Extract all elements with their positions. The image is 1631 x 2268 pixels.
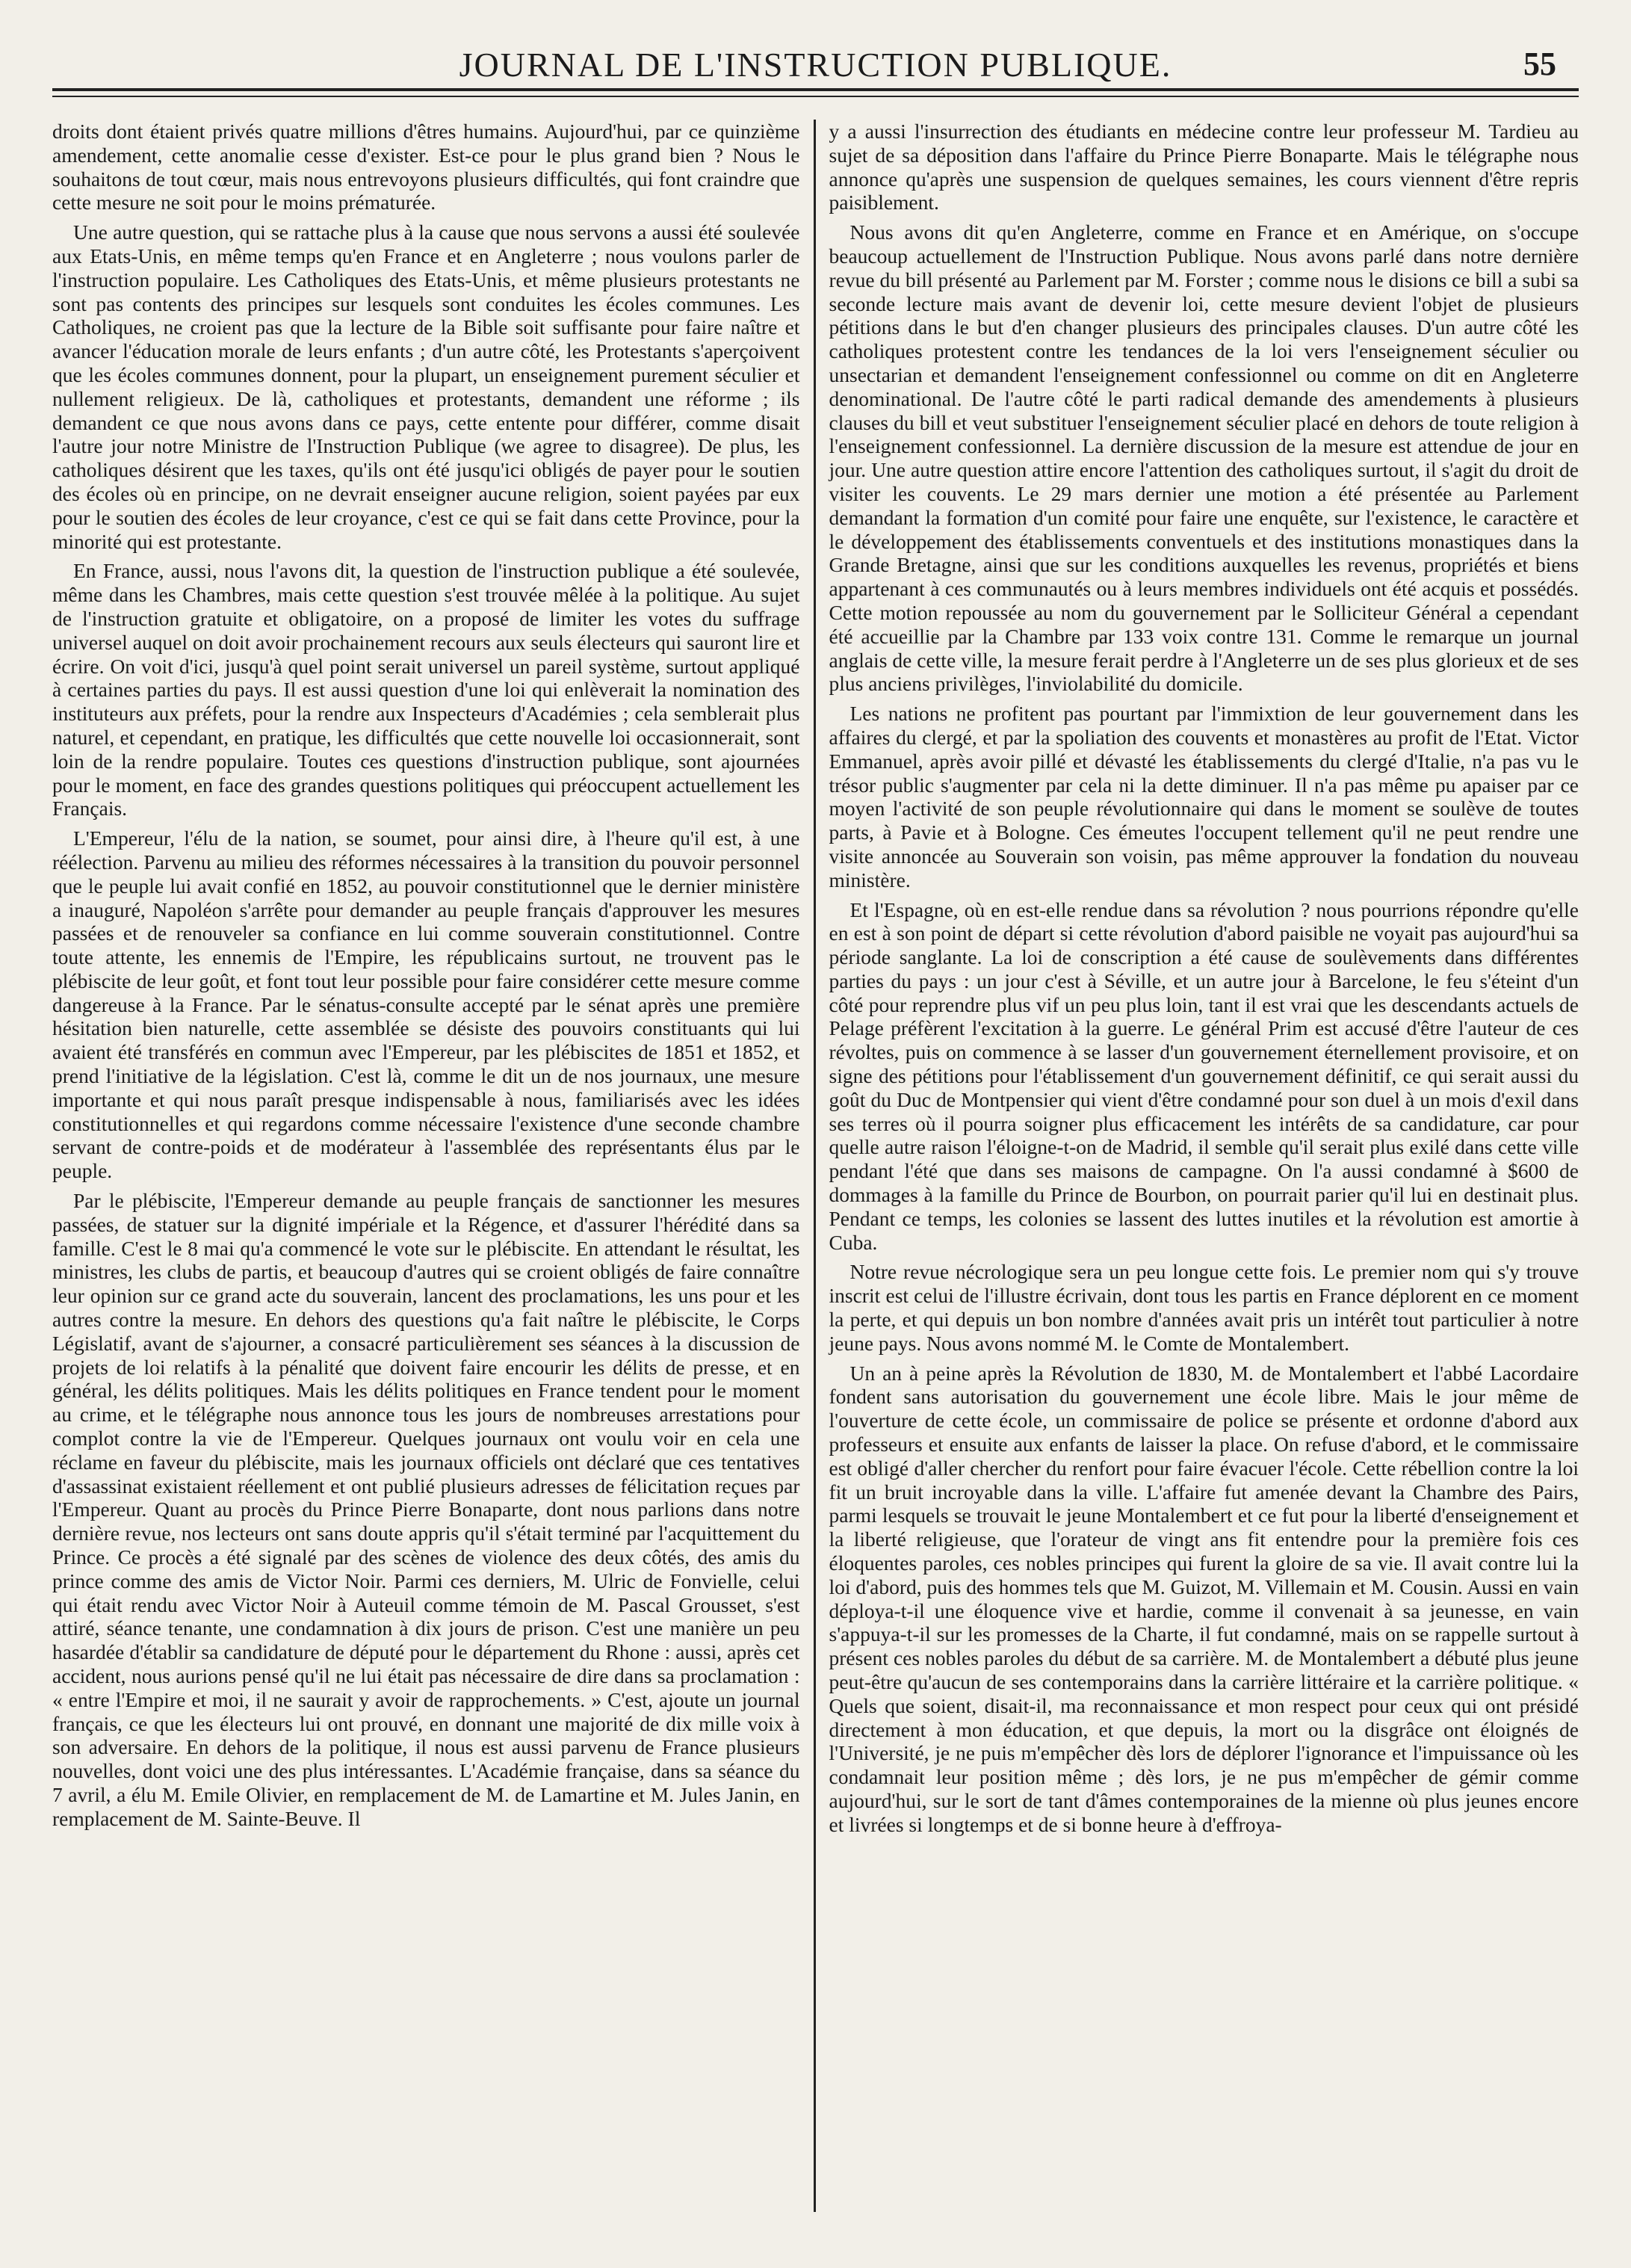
left-column — [52, 120, 816, 2212]
paragraph: droits dont étaient privés quatre millions d'êtres humains. Aujourd'hui, par ce quinzième amendement, cette anomalie cesse d'exister. Est-ce pour le plus grand bien ? Nous le souhaitons de tout cœur, mais nous entrevoyons plusieurs difficultés, qui font craindre que cette mesure ne soit pour le moins prématurée. — [52, 120, 800, 214]
paragraph: En France, aussi, nous l'avons dit, la question de l'instruction publique a été soulevée, même dans les Chambres, mais cette question s'est trouvée mêlée à la politique. Au sujet de l'instruction gratuite et obligatoire, on a proposé de limiter les votes du suffrage universel auquel on doit avoir prochainement recours aux seuls électeurs qui sauront lire et écrire. On voit d'ici, jusqu'à quel point serait universel un pareil système, surtout appliqué à certaines parties du pays. Il est aussi question d'une loi qui enlèverait la nomination des instituteurs aux préfets, pour la rendre aux Inspecteurs d'Académies ; cela semblerait plus naturel, et cependant, en pratique, les difficultés que cette nouvelle loi occasionnerait, sont loin de la rendre populaire. Toutes ces questions d'instruction publique, sont ajournées pour le moment, en face des grandes questions politiques qui préoccupent actuellement les Français. — [52, 559, 800, 821]
running-title: JOURNAL DE L'INSTRUCTION PUBLIQUE. — [459, 46, 1172, 84]
page-header — [52, 0, 1579, 82]
paragraph: Une autre question, qui se rattache plus à la cause que nous servons a aussi été soulevée aux Etats-Unis, en même temps qu'en France et en Angleterre ; nous voulons parler de l'instruction populaire. Les Catholiques des Etats-Unis, et même plusieurs protestants ne sont pas contents des principes sur lesquels sont conduites les écoles communes. Les Catholiques, ne croient pas que la lecture de la Bible soit suffisante pour faire naître et avancer l'éducation morale de leurs enfants ; d'un autre côté, les Protestants s'aperçoivent que les écoles communes donnent, pour la plupart, un enseignement purement séculier et nullement religieux. De là, catholiques et protestants, demandent une réforme ; ils demandent ce que nous avons dans ce pays, cette entente pour différer, comme disait l'autre jour notre Ministre de l'Instruction Publique (we agree to disagree). De plus, les catholiques désirent que les taxes, qu'ils ont été jusqu'ici obligés de payer pour le soutien des écoles où en principe, on ne devrait enseigner aucune religion, soient payées par eux pour le soutien des écoles de leur croyance, c'est ce qui se fait dans cette Province, pour la minorité qui est protestante. — [52, 220, 800, 553]
page-number: 55 — [1523, 46, 1556, 82]
paragraph: y a aussi l'insurrection des étudiants en médecine contre leur professeur M. Tardieu au sujet de sa déposition dans l'affaire du Prince Pierre Bonaparte. Mais le télégraphe nous annonce qu'après une suspension de quelques semaines, les cours viennent d'être repris paisiblement. — [829, 120, 1579, 214]
paragraph: Et l'Espagne, où en est-elle rendue dans sa révolution ? nous pourrions répondre qu'elle en est à son point de départ si cette révolution d'abord paisible ne voyait pas aujourd'hui sa période sanglante. La loi de conscription a été cause de soulèvements dans différentes parties du pays : un jour c'est à Séville, et un autre jour à Barcelone, le feu s'éteint d'un côté pour reprendre plus vif un peu plus loin, tant il est vrai que les descendants actuels de Pelage préfèrent l'excitation à la guerre. Le général Prim est accusé d'être l'auteur de ces révoltes, puis on commence à se lasser d'un gouvernement éternellement provisoire, et on signe des pétitions pour l'établissement d'un gouvernement définitif, ce qui serait aussi du goût du Duc de Montpensier qui vient d'être condamné pour son duel à un mois d'exil dans ses terres où il pourra soigner plus efficacement les intérêts de sa candidature, car pour quelle autre raison l'éloigne-t-on de Madrid, il semble qu'il serait plus exilé dans cette ville pendant l'été que dans ses maisons de campagne. On l'a aussi condamné à $600 de dommages à la famille du Prince de Bourbon, on pourrait parier qu'il lui en destinait plus. Pendant ce temps, les colonies se lassent des luttes inutiles et la révolution est amortie à Cuba. — [829, 897, 1579, 1254]
paragraph: Notre revue nécrologique sera un peu longue cette fois. Le premier nom qui s'y trouve inscrit est celui de l'illustre écrivain, dont tous les partis en France déplorent en ce moment la perte, et qui depuis un bon nombre d'années avait pris un intérêt tout particulier à notre jeune pays. Nous avons nommé M. le Comte de Montalembert. — [829, 1260, 1579, 1355]
paragraph: Nous avons dit qu'en Angleterre, comme en France et en Amérique, on s'occupe beaucoup actuellement de l'Instruction Publique. Nous avons parlé dans notre dernière revue du bill présenté au Parlement par M. Forster ; comme nous le disions ce bill a subi sa seconde lecture mais avant de devenir loi, cette mesure devient l'objet de plusieurs pétitions dans le but d'en changer plusieurs des principales clauses. D'un autre côté les catholiques protestent contre les tendances de la loi vers l'enseignement séculier ou unsectarian et demandent l'enseignement confessionnel ou comme on dit en Angleterre denominational. De l'autre côté le parti radical demande des amendements à plusieurs clauses du bill et veut substituer l'enseignement séculier placé en dehors de toute religion à l'enseignement confessionnel. La dernière discussion de la mesure est attendue de jour en jour. Une autre question attire encore l'attention des catholiques surtout, il s'agit du droit de visiter les couvents. Le 29 mars dernier une motion a été présentée au Parlement demandant la formation d'un comité pour faire une enquête, sur l'existence, le caractère et le développement des établissements conventuels et des institutions monastiques dans la Grande Bretagne, ainsi que sur les conditions auxquelles les revenus, propriétés et biens appartenant à ces communautés ou à leurs membres individuels ont été acquis et possédés. Cette motion repoussée au nom du gouvernement par le Solliciteur Général a cependant été accueillie par la Chambre par 133 voix contre 131. Comme le remarque un journal anglais de cette ville, la mesure ferait perdre à l'Angleterre un de ses plus glorieux et de ses plus anciens privilèges, l'inviolabilité du domicile. — [829, 220, 1579, 696]
header-rule-thin — [52, 96, 1579, 97]
right-column — [816, 120, 1579, 2212]
paragraph: Un an à peine après la Révolution de 1830, M. de Montalembert et l'abbé Lacordaire fondent sans autorisation du gouvernement une école libre. Mais le jour même de l'ouverture de cette école, un commissaire de police se présente et ordonne d'abord aux professeurs et ensuite aux enfants de laisser la place. On refuse d'abord, et le commissaire est obligé d'aller chercher du renfort pour faire évacuer l'école. Cette rébellion contre la loi fit un bruit incroyable dans la ville. L'affaire fut amenée devant la Chambre des Pairs, parmi lesquels se trouvait le jeune Montalembert et ce fut pour la liberté d'enseignement et la liberté religieuse, que l'orateur de vingt ans fit entendre pour la première fois ces éloquentes paroles, ces nobles principes qui furent la gloire de sa vie. Il avait contre lui la loi d'abord, puis des hommes tels que M. Guizot, M. Villemain et M. Cousin. Aussi en vain déploya-t-il une éloquence vive et hardie, comme il convenait à sa jeunesse, en vain s'appuya-t-il sur les promesses de la Charte, il fut condamné, mais on se rappelle surtout à présent ces nobles paroles du début de sa carrière. M. de Montalembert a débuté plus jeune peut-être qu'aucun de ses contemporains dans la carrière littéraire et la carrière politique. « Quels que soient, disait-il, ma reconnaissance et mon respect pour ceux qui ont présidé directement à mon éducation, et que depuis, la mort ou la disgrâce ont éloignés de l'Université, je ne puis m'empêcher dès lors de déplorer l'ignorance et l'impuissance où les condamnait leur position même ; dès lors, je ne pus m'empêcher de gémir comme aujourd'hui, sur le sort de tant d'âmes contemporaines de la mienne où plus jeunes encore et livrées si longtemps et de si bonne heure à d'effroya- — [829, 1361, 1579, 1836]
paragraph: Les nations ne profitent pas pourtant par l'immixtion de leur gouvernement dans les affaires du clergé, et par la spoliation des couvents et monastères au profit de l'Etat. Victor Emmanuel, après avoir pillé et dévasté les établissements du clergé d'Italie, n'a pas vu le trésor public s'augmenter par cela ni la dette diminuer. Il n'a pas même pu apaiser par ce moyen l'activité de son peuple révolutionnaire qui dans le moment se soulève de toutes parts, à Pavie et à Bologne. Ces émeutes l'occupent tellement qu'il ne peut rendre une visite annoncée au Souverain son voisin, pas même approuver la fondation du nouveau ministère. — [829, 702, 1579, 892]
paragraph: Par le plébiscite, l'Empereur demande au peuple français de sanctionner les mesures passées, de statuer sur la dignité impériale et la Régence, et d'assurer l'hérédité dans sa famille. C'est le 8 mai qu'a commencé le vote sur le plébiscite. En attendant le résultat, les ministres, les clubs de partis, et beaucoup d'autres qui se croient obligés de faire connaître leur opinion sur ce grand acte du souverain, lancent des proclamations, les uns pour et les autres contre la mesure. En dehors des questions qu'a fait naître le plébiscite, le Corps Législatif, avant de s'ajourner, a consacré particulièrement ses séances à la discussion de projets de loi relatifs à la pénalité que doivent faire encourir les délits de presse, et en général, les délits politiques. Mais les délits politiques en France tendent pour le moment au crime, et le télégraphe nous annonce tous les jours de nombreuses arrestations pour complot contre la vie de l'Empereur. Quelques journaux ont voulu voir en cela une réclame en faveur du plébiscite, mais les journaux officiels ont déclaré que ces tentatives d'assassinat existaient réellement et ont publié plusieurs adresses de félicitation reçues par l'Empereur. Quant au procès du Prince Pierre Bonaparte, dont nous parlions dans notre dernière revue, nos lecteurs ont sans doute appris qu'il s'était terminé par l'acquittement du Prince. Ce procès a été signalé par des scènes de violence des deux côtés, des amis du prince comme des amis de Victor Noir. Parmi ces derniers, M. Ulric de Fonvielle, celui qui était rendu avec Victor Noir à Auteuil comme témoin de M. Pascal Grousset, s'est attiré, séance tenante, une condamnation à dix jours de prison. C'est une manière un peu hasardée d'établir sa candidature de député pour le département du Rhone : aussi, après cet accident, nous aurions pensé qu'il ne lui était pas nécessaire de dire dans sa proclamation : « entre l'Empire et moi, il ne saurait y avoir de rapprochements. » C'est, ajoute un journal français, ce que les électeurs lui ont prouvé, en donnant une majorité de dix mille voix à son adversaire. En dehors de la politique, il nous est aussi parvenu de France plusieurs nouvelles, dont voici une des plus intéressantes. L'Académie française, dans sa séance du 7 avril, a élu M. Emile Olivier, en remplacement de M. de Lamartine et M. Jules Janin, en remplacement de M. Sainte-Beuve. Il — [52, 1189, 800, 1830]
text-columns — [52, 120, 1579, 2212]
header-rule — [52, 88, 1579, 91]
paragraph: L'Empereur, l'élu de la nation, se soumet, pour ainsi dire, à l'heure qu'il est, à une réélection. Parvenu au milieu des réformes nécessaires à la transition du pouvoir personnel que le peuple lui avait confié en 1852, au pouvoir constitutionnel que le dernier ministère a inauguré, Napoléon s'arrête pour demander au peuple français d'approuver les mesures passées et de renouveler sa confiance en lui comme souverain constitutionnel. Contre toute attente, les ennemis de l'Empire, les républicains surtout, ne trouvent pas le plébiscite de leur goût, et font tout leur possible pour faire considérer cette mesure comme dangereuse à la France. Par le sénatus-consulte accepté par le sénat après une première hésitation bien naturelle, cette assemblée se désiste des pouvoirs constituants qui lui avaient été transférés en commun avec l'Empereur, par les plébiscites de 1851 et 1852, et prend l'initiative de la législation. C'est là, comme le dit un de nos journaux, une mesure importante et qui nous paraît presque indispensable à nous, familiarisés avec les idées constitutionnelles et qui regardons comme nécessaire l'existence d'une seconde chambre servant de contre-poids et de modérateur à l'assemblée des représentants élus par le peuple. — [52, 826, 800, 1183]
